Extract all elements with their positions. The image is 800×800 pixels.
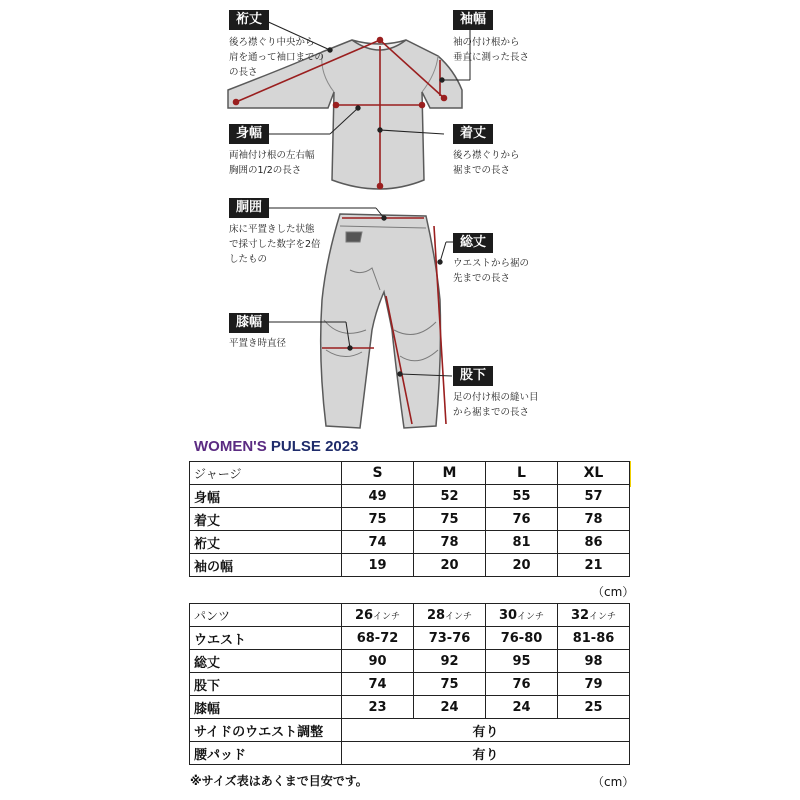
cell: 52: [414, 485, 486, 508]
pants-illustration: [321, 214, 441, 428]
row-label: 袖の幅: [190, 554, 342, 577]
cell: 75: [342, 508, 414, 531]
cell: 75: [414, 508, 486, 531]
jersey-size-table: [189, 461, 630, 577]
row-label: ウエスト: [190, 627, 342, 650]
size-number: 26: [354, 608, 374, 623]
cell: 68-72: [342, 627, 414, 650]
table-row: [190, 719, 630, 742]
jersey-header-name: ジャージ: [190, 462, 342, 485]
table-row: [190, 627, 630, 650]
label-matashita: 股下: [453, 366, 493, 386]
cell: 19: [342, 554, 414, 577]
jersey-size-m: M: [414, 462, 486, 485]
cell: 20: [486, 554, 558, 577]
row-label: 腰パッド: [190, 742, 342, 765]
cell: 81-86: [558, 627, 630, 650]
row-label: 裄丈: [190, 531, 342, 554]
product-title-rest: PULSE 2023: [266, 438, 359, 455]
pants-header-name: パンツ: [190, 604, 342, 627]
row-label: サイドのウエスト調整: [190, 719, 342, 742]
cell: 55: [486, 485, 558, 508]
desc-matashita: 足の付け根の縫い目 から裾までの長さ: [453, 392, 539, 418]
pants-size-32: [558, 604, 630, 627]
cell: 75: [414, 673, 486, 696]
cell: 74: [342, 531, 414, 554]
size-number: 28: [426, 608, 446, 623]
label-kitake: 着丈: [453, 124, 493, 144]
table-row: [190, 650, 630, 673]
pants-size-table: [189, 603, 630, 765]
desc-sode-haba: 袖の付け根から 垂直に測った長さ: [453, 37, 530, 63]
cell: 90: [342, 650, 414, 673]
label-hizahaba: 膝幅: [229, 313, 269, 333]
cell: 57: [558, 485, 630, 508]
cell: 95: [486, 650, 558, 673]
table-row: [190, 485, 630, 508]
label-doui: 胴囲: [229, 198, 269, 218]
cell: 21: [558, 554, 630, 577]
table-row: [190, 742, 630, 765]
cell: 76-80: [486, 627, 558, 650]
size-unit: インチ: [373, 612, 401, 622]
size-number: 32: [570, 608, 590, 623]
product-title: [194, 438, 358, 455]
size-number: 30: [498, 608, 518, 623]
product-title-brand: WOMEN'S: [194, 438, 267, 455]
cell: 98: [558, 650, 630, 673]
jersey-size-l: L: [486, 462, 558, 485]
size-unit: インチ: [589, 612, 617, 622]
cell: 78: [414, 531, 486, 554]
pants-unit: （cm）: [592, 775, 635, 789]
cell: 76: [486, 508, 558, 531]
jersey-unit: （cm）: [592, 585, 635, 599]
cell: 76: [486, 673, 558, 696]
table-row: [190, 531, 630, 554]
size-note: ※サイズ表はあくまで目安です。: [190, 774, 368, 788]
label-sode-haba: 袖幅: [453, 10, 493, 30]
merged-cell: 有り: [342, 742, 630, 765]
table-row: [190, 508, 630, 531]
cell: 92: [414, 650, 486, 673]
table-row: [190, 673, 630, 696]
jersey-size-xl: XL: [558, 462, 630, 485]
row-label: 総丈: [190, 650, 342, 673]
desc-doui: 床に平置きした状態 で採寸した数字を2倍 したもの: [229, 224, 321, 265]
size-unit: インチ: [445, 612, 473, 622]
cell: 25: [558, 696, 630, 719]
merged-cell: 有り: [342, 719, 630, 742]
cell: 81: [486, 531, 558, 554]
pants-size-30: [486, 604, 558, 627]
desc-hizahaba: 平置き時直径: [229, 338, 287, 349]
row-label: 身幅: [190, 485, 342, 508]
cell: 78: [558, 508, 630, 531]
desc-soutake: ウエストから裾の 先までの長さ: [453, 258, 530, 284]
desc-mihaba: 両袖付け根の左右幅 胸囲の1/2の長さ: [229, 150, 315, 176]
row-label: 着丈: [190, 508, 342, 531]
desc-yuki: 後ろ襟ぐり中央から 肩を通って袖口までの の長さ: [229, 37, 325, 78]
size-unit: インチ: [517, 612, 545, 622]
pants-size-26: [342, 604, 414, 627]
row-label: 股下: [190, 673, 342, 696]
cell: 24: [414, 696, 486, 719]
cell: 49: [342, 485, 414, 508]
table-row: [190, 696, 630, 719]
label-soutake: 総丈: [453, 233, 493, 253]
cell: 20: [414, 554, 486, 577]
cell: 73-76: [414, 627, 486, 650]
cell: 86: [558, 531, 630, 554]
pants-size-28: [414, 604, 486, 627]
pants-header-row: [190, 604, 630, 627]
cell: 24: [486, 696, 558, 719]
jersey-header-row: [190, 462, 630, 485]
cell: 74: [342, 673, 414, 696]
table-row: [190, 554, 630, 577]
jersey-size-s: S: [342, 462, 414, 485]
row-label: 膝幅: [190, 696, 342, 719]
cell: 23: [342, 696, 414, 719]
desc-kitake: 後ろ襟ぐりから 裾までの長さ: [453, 150, 520, 176]
label-mihaba: 身幅: [229, 124, 269, 144]
cell: 79: [558, 673, 630, 696]
label-yuki: 裄丈: [229, 10, 269, 30]
